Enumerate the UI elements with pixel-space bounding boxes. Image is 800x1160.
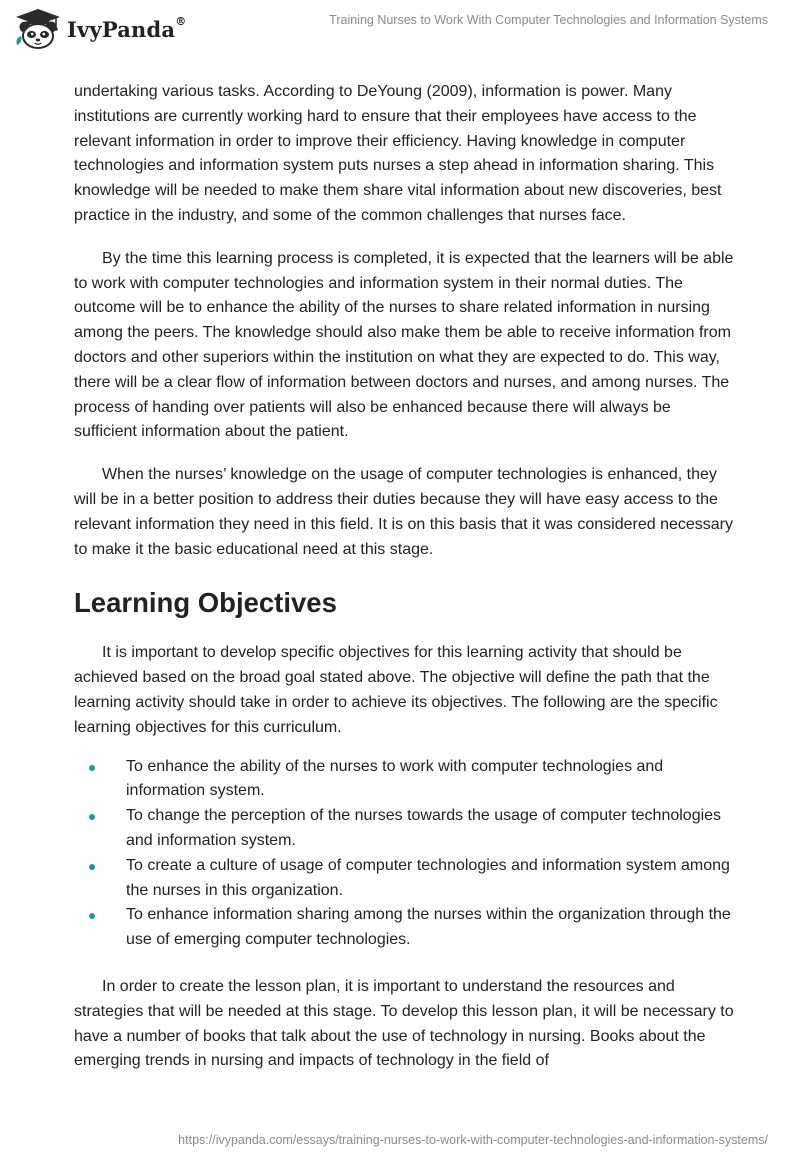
panda-graduate-icon [14,8,62,50]
objective-text: To enhance information sharing among the nurses within the organization through the use of emerging computer technologies. [126,906,731,949]
list-item [74,804,734,854]
objectives-intro-paragraph: It is important to develop specific objectives for this learning activity that should be achieved based on the broad goal stated above. The objective will define the path that the learning activity should take in order to achieve its objectives. The following are the specific learning objectives for this curriculum. [74,644,718,736]
bullet-dot-icon [89,765,95,771]
essay-content [74,80,734,1074]
logo-text [67,14,187,42]
ivypanda-logo[interactable] [14,8,186,50]
list-item [74,903,734,953]
bullet-dot-icon [89,814,95,820]
list-item [74,854,734,904]
objective-text: To change the perception of the nurses towards the usage of computer technologies and information system. [126,807,722,849]
document-title: Training Nurses to Work With Computer Technologies and Information Systems [329,13,768,27]
list-item [74,755,734,805]
logo-wordmark: IvyPanda [67,16,176,42]
closing-paragraph: In order to create the lesson plan, it is important to understand the resources and strategies that will be needed at this stage. To develop this lesson plan, it will be necessary to have a number of books that talk about the use of technology in nursing. Books about the emerging trends in nursing and impacts of technology in the field of [74,977,734,1070]
paragraph-3: When the nurses’ knowledge on the usage of computer technologies is enhanced, they will be in a better position to address their duties because they will have easy access to the relevant information they need in this field. It is on this basis that it was considered necessary to make it the basic educational need at this stage. [74,466,734,558]
objectives-list [74,755,734,953]
objective-text: To enhance the ability of the nurses to work with computer technologies and information system. [126,757,664,800]
paragraph-1: undertaking various tasks. According to DeYoung (2009), information is power. Many institutions are currently working hard to ensure that their employees have access to the relevant information in order to improve their efficiency. Having knowledge in computer technologies and information system puts nurses a step ahead in information sharing. This knowledge will be needed to make them share vital information about new discoveries, best practice in the industry, and some of the common challenges that nurses face. [74,83,722,224]
footer-url-link[interactable]: https://ivypanda.com/essays/training-nurses-to-work-with-computer-technologies-and-information-systems/ [178,1133,768,1147]
objective-text: To create a culture of usage of computer technologies and information system among the nurses in this organization. [126,856,730,899]
section-heading-learning-objectives: Learning Objectives [74,587,337,619]
bullet-dot-icon [89,913,95,919]
bullet-dot-icon [89,864,95,870]
paragraph-2: By the time this learning process is completed, it is expected that the learners will be able to work with computer technologies and information system in their normal duties. The outcome will be to enhance the ability of the nurses to share related information in nursing among the peers. The knowledge should also make them be able to receive information from doctors and other superiors within the institution on what they are expected to do. This way, there will be a clear flow of information between doctors and nurses, and among nurses. The process of handing over patients will also be enhanced because there will always be sufficient information about the patient. [74,249,734,441]
registered-mark: ® [175,14,187,28]
page-header [0,0,800,60]
